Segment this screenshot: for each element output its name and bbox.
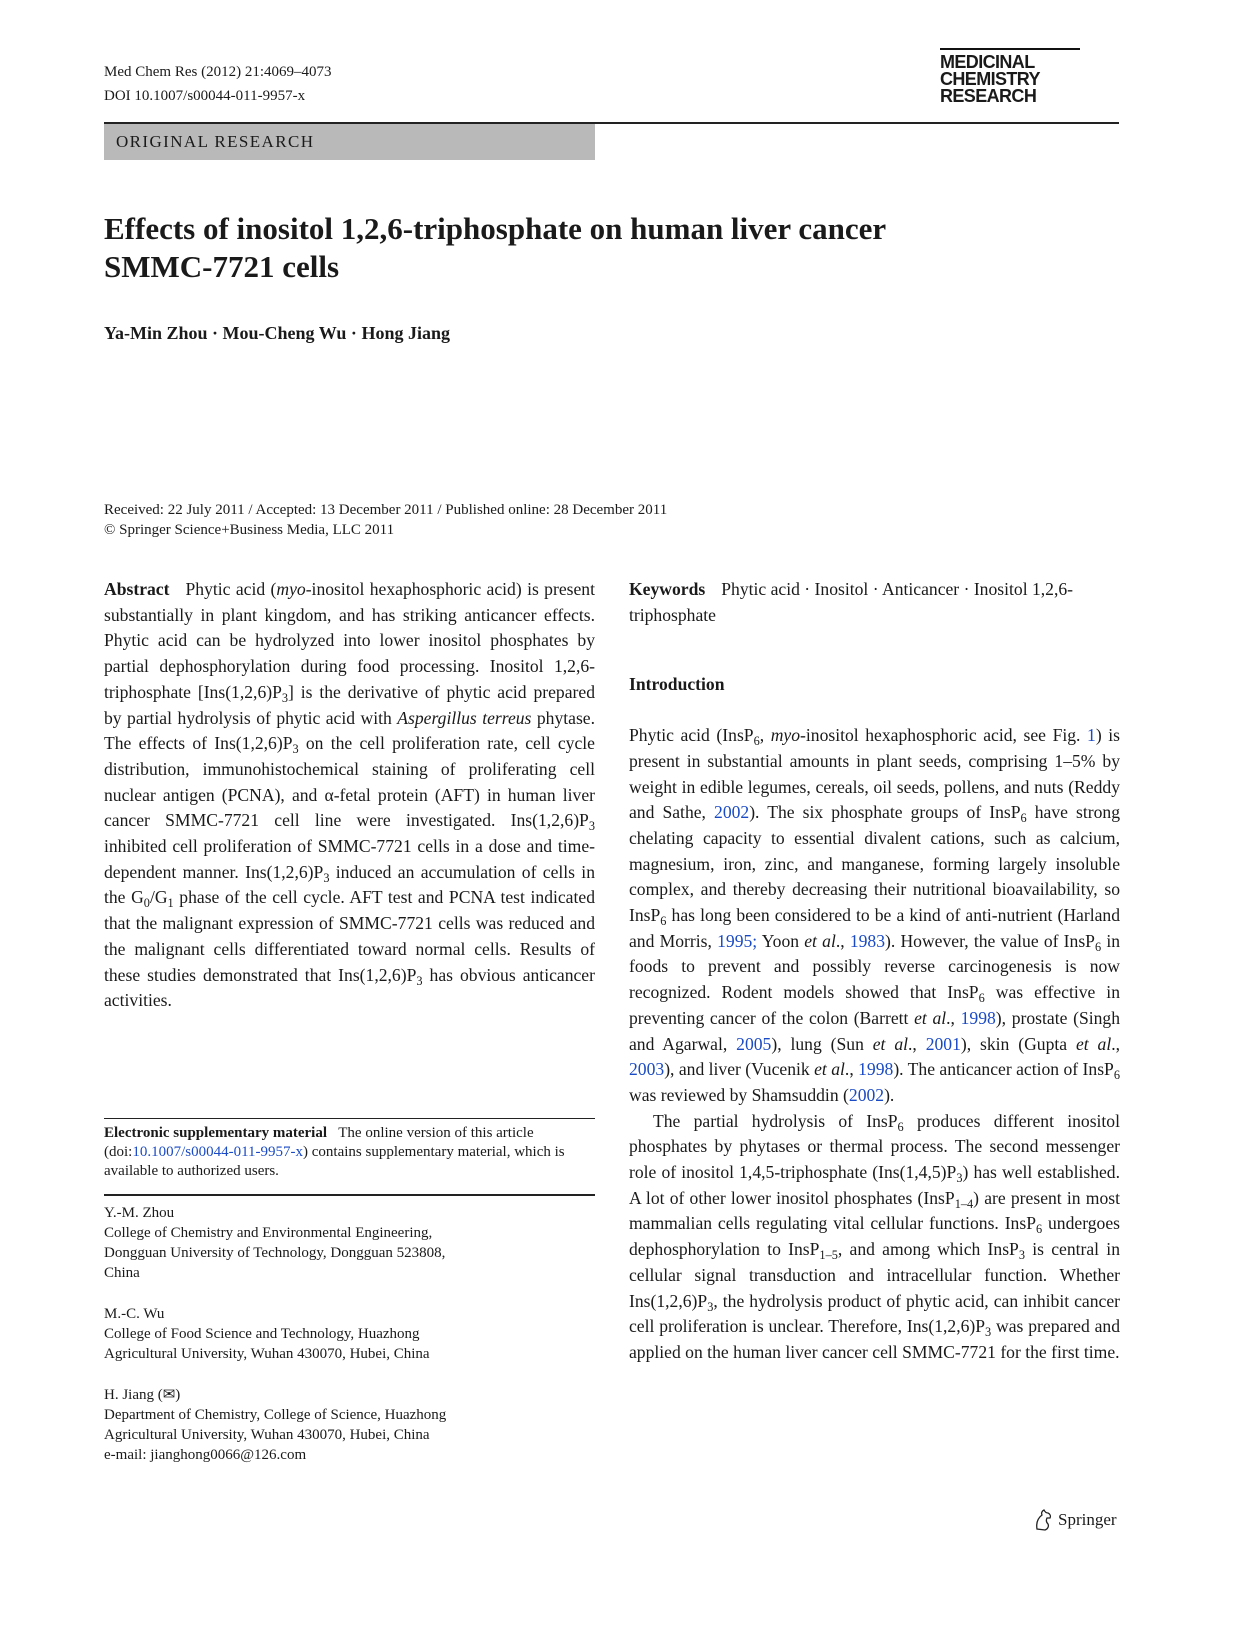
citation-link[interactable]: 2002 xyxy=(714,802,750,823)
publisher-name: Springer xyxy=(1058,1510,1117,1529)
publication-dates xyxy=(104,500,667,540)
author-separator: · xyxy=(207,323,223,343)
doi: DOI 10.1007/s00044-011-9957-x xyxy=(104,88,306,104)
right-column xyxy=(629,577,1120,1366)
citation-link[interactable]: 2003 xyxy=(629,1059,665,1080)
journal-header xyxy=(104,60,331,108)
affiliation-name: Y.-M. Zhou xyxy=(104,1205,175,1221)
citation-link[interactable]: 1995; xyxy=(717,930,758,951)
springer-horse-icon xyxy=(1033,1509,1053,1531)
affiliation-divider xyxy=(104,1194,595,1196)
title-line: Effects of inositol 1,2,6-triphosphate on human liver cancer xyxy=(104,211,887,246)
citation-link[interactable]: 2005 xyxy=(736,1033,772,1054)
abstract-text: Abstract Phytic acid (myo-inositol hexaphosphoric acid) is present substantially in plant kingdom, and has striking anticancer effects. Phytic acid can be hydrolyzed into lower inositol phosphates by partial dephosphorylation during food processing. Inositol 1,2,6-triphosphate $[Ins(1,2,6)P_3]$ is the derivative of phytic acid prepared by partial hydrolysis of phytic acid with Aspergillus terreus phytase. The effects of $Ins(1,2,6)P_3$ on the cell proliferation rate, cell cycle distribution, immunohistochemical staining of proliferating cell nuclear antigen (PCNA), and α-fetal protein (AFT) in human liver cancer SMMC-7721 cell line were investigated. $Ins(1,2,6)P_3$ inhibited cell proliferation of SMMC-7721 cells in a dose and time-dependent manner. $Ins(1,2,6)P_3$ induced an accumulation of cells in the $G_0/G_1$ phase of the cell cycle. AFT test and PCNA test indicated that the malignant expression of SMMC-7721 cells was reduced and the malignant cells differentiated toward normal cells. Results of these studies demonstrated that $Ins(1,2,6)P_3$ has obvious anticancer activities. xyxy=(104,579,596,1011)
supplementary-note: Electronic supplementary material The online version of this article (doi:10.1007/s00044-011-9957-x) contains supplementary material, which is available to authorized users. xyxy=(104,1125,565,1179)
section-heading-introduction: Introduction xyxy=(629,674,725,695)
citation-link[interactable]: 2002 xyxy=(848,1084,885,1105)
esm-label: Electronic supplementary material xyxy=(104,1125,328,1141)
affiliation-line: Dongguan University of Technology, Dongguan 523808, xyxy=(104,1245,446,1261)
affiliation-line: Agricultural University, Wuhan 430070, Hubei, China xyxy=(104,1346,430,1362)
history-dates: Received: 22 July 2011 / Accepted: 13 December 2011 / Published online: 28 December 2011 xyxy=(104,502,668,518)
publisher-footer xyxy=(1033,1509,1117,1531)
keywords xyxy=(629,577,1120,628)
journal-citation: Med Chem Res (2012) 21:4069–4073 xyxy=(104,64,332,80)
footnote-divider xyxy=(104,1118,595,1119)
logo-line: MEDICINAL xyxy=(940,52,1035,72)
citation-link[interactable]: 1983 xyxy=(849,930,886,951)
affiliation-name: H. Jiang (✉) xyxy=(104,1387,181,1403)
author: Hong Jiang xyxy=(361,323,450,343)
copyright: © Springer Science+Business Media, LLC 2011 xyxy=(104,522,395,538)
abstract-label: Abstract xyxy=(104,579,170,599)
affiliation xyxy=(104,1304,595,1364)
affiliation-line: Department of Chemistry, College of Science, Huazhong xyxy=(104,1407,447,1423)
abstract xyxy=(104,577,595,1014)
keywords-text: Phytic acid · Inositol · Anticancer · Inositol 1,2,6-triphosphate xyxy=(629,579,1074,625)
affiliation-line: College of Chemistry and Environmental Engineering, xyxy=(104,1225,433,1241)
intro-paragraph-2: The partial hydrolysis of InsP$_6$ produces different inositol phosphates by phytases or thermal process. The second messenger role of inositol 1,4,5-triphosphate $(Ins(1,4,5)P_3)$ has well established. A lot of other lower inositol phosphates (InsP$_{1-4}$) are present in most mammalian cells regulating vital cellular functions. InsP$_6$ undergoes dephosphorylation to InsP$_{1-5}$, and among which InsP$_3$ is central in cellular signal transduction and intracellular function. Whether $Ins(1,2,6)P_3$, the hydrolysis product of phytic acid, can inhibit cancer cell proliferation is unclear. Therefore, $Ins(1,2,6)P_3$ was prepared and applied on the human liver cancer cell SMMC-7721 for the first time. xyxy=(629,1110,1120,1362)
affiliation-email: e-mail: jianghong0066@126.com xyxy=(104,1447,307,1463)
logo-line: CHEMISTRY xyxy=(940,69,1040,89)
citation-link[interactable]: 2001 xyxy=(925,1033,961,1054)
citation-link[interactable]: 1998 xyxy=(960,1007,996,1028)
author: Mou-Cheng Wu xyxy=(222,323,347,343)
article-category: ORIGINAL RESEARCH xyxy=(104,124,595,160)
author: Ya-Min Zhou xyxy=(104,323,208,343)
journal-logo xyxy=(940,48,1080,105)
affiliation-name: M.-C. Wu xyxy=(104,1306,165,1322)
title-line: SMMC-7721 cells xyxy=(104,249,340,284)
logo-line: RESEARCH xyxy=(940,86,1037,106)
keywords-label: Keywords xyxy=(629,579,706,599)
article-title xyxy=(104,210,1004,286)
figure-link[interactable]: 1 xyxy=(1087,725,1096,746)
affiliation-line: Agricultural University, Wuhan 430070, Hubei, China xyxy=(104,1427,430,1443)
doi-link[interactable]: 10.1007/s00044-011-9957-x xyxy=(132,1144,304,1160)
citation-link[interactable]: 1998 xyxy=(858,1059,894,1080)
author-list xyxy=(104,323,450,344)
intro-paragraph-1: Phytic acid (InsP$_6$, myo-inositol hexaphosphoric acid, see Fig. 1) is present in substantial amounts in plant seeds, comprising 1–5% by weight in edible legumes, cereals, oil seeds, pollens, and nuts (Reddy and Sathe, 2002). The six phosphate groups of InsP$_6$ have strong chelating capacity to essential divalent cations, such as calcium, magnesium, iron, zinc, and manganese, forming largely insoluble complex, and thereby decreasing their nutritional bioavailability, so InsP$_6$ has long been considered to be a kind of anti-nutrient (Harland and Morris, 1995; Yoon et al., 1983). However, the value of InsP$_6$ in foods to prevent and possibly reverse carcinogenesis is now recognized. Rodent models showed that InsP$_6$ was effective in preventing cancer of the colon (Barrett et al., 1998), prostate (Singh and Agarwal, 2005), lung (Sun et al., 2001), skin (Gupta et al., 2003), and liver (Vucenik et al., 1998). The anticancer action of InsP$_6$ was reviewed by Shamsuddin (2002). xyxy=(629,725,1121,1105)
affiliation xyxy=(104,1385,595,1465)
affiliation-line: College of Food Science and Technology, Huazhong xyxy=(104,1326,420,1342)
affiliation-line: China xyxy=(104,1265,140,1281)
author-separator: · xyxy=(346,323,362,343)
affiliation xyxy=(104,1203,595,1283)
